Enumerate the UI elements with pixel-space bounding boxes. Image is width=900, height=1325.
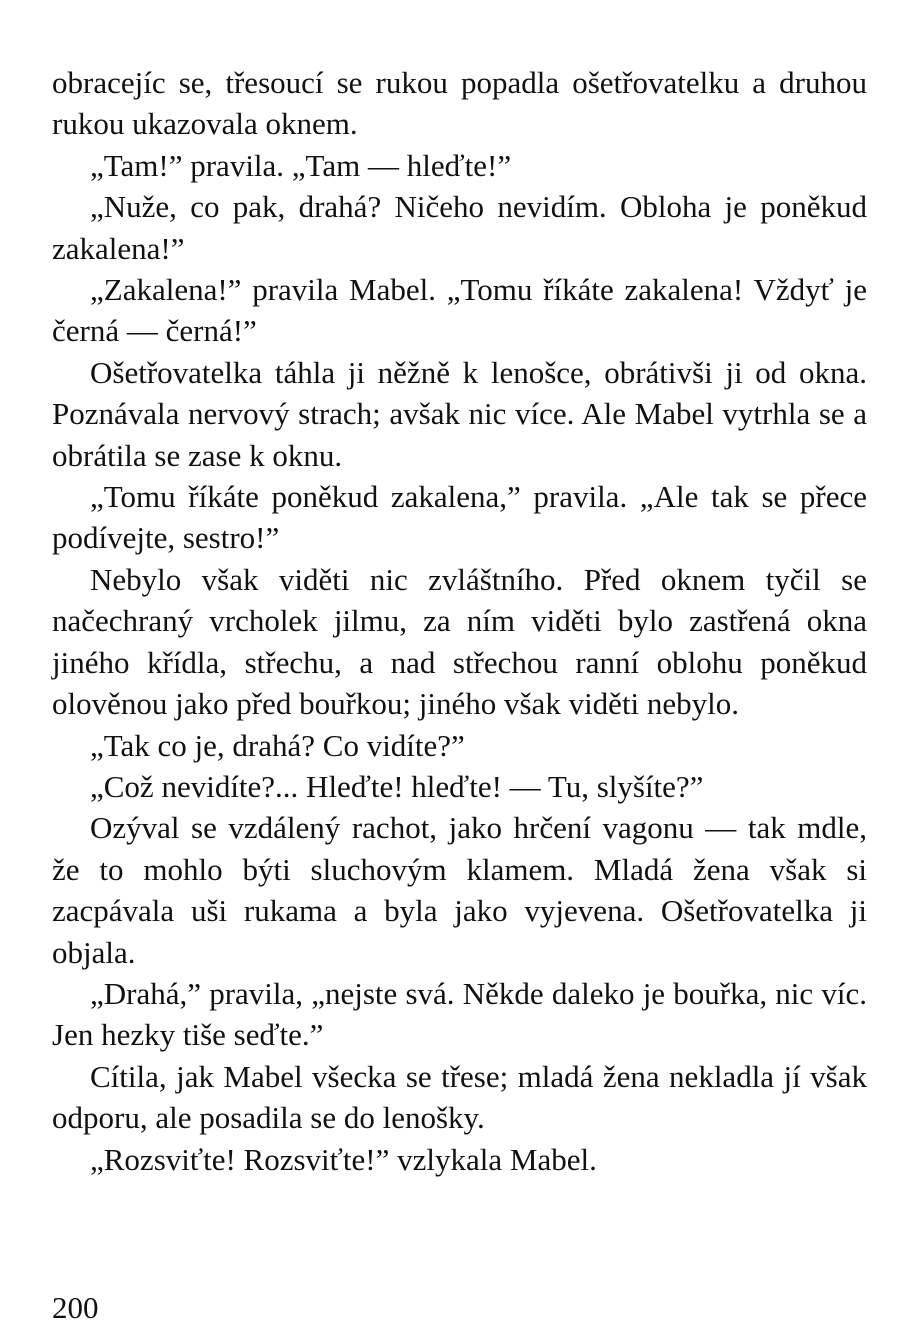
paragraph: Cítila, jak Mabel všecka se třese; mladá žena nekladla jí však odporu, ale posadila se do lenošky. <box>52 1058 867 1136</box>
paragraph: „Tam!” pravila. „Tam — hleďte!” <box>90 147 512 183</box>
paragraph: „Což nevidíte?... Hleďte! hleďte! — Tu, slyšíte?” <box>90 768 704 804</box>
paragraph: „Nuže, co pak, drahá? Ničeho nevidím. Obloha je poněkud zakalena!” <box>52 189 867 266</box>
page-body <box>52 62 867 1180</box>
paragraph: „Rozsviťte! Rozsviťte!” vzlykala Mabel. <box>90 1141 597 1177</box>
paragraph: „Tak co je, drahá? Co vidíte?” <box>90 727 465 763</box>
paragraph: Ozýval se vzdálený rachot, jako hrčení vagonu — tak mdle, že to mohlo býti sluchovým klamem. Mladá žena však si zacpávala uši rukama a byla jako vyjevena. Ošetřovatelka ji objala. <box>52 810 867 970</box>
page-number: 200 <box>52 1290 99 1325</box>
paragraph: „Zakalena!” pravila Mabel. „Tomu říkáte zakalena! Vždyť je černá — černá!” <box>52 272 867 349</box>
paragraph: „Drahá,” pravila, „nejste svá. Někde daleko je bouřka, nic víc. Jen hezky tiše seďte.” <box>52 975 867 1053</box>
paragraph: obracejíc se, třesoucí se rukou popadla ošetřovatelku a druhou rukou ukazovala oknem. <box>52 65 867 142</box>
paragraph: Nebylo však viděti nic zvláštního. Před oknem tyčil se načechraný vrcholek jilmu, za ním viděti bylo zastřená okna jiného křídla, střechu, a nad střechou ranní oblohu poněkud olověnou jako před bouřkou; jiného však viděti nebylo. <box>52 561 867 722</box>
paragraph: Ošetřovatelka táhla ji něžně k lenošce, obrátivši ji od okna. Poznávala nervový strach; avšak nic více. Ale Mabel vytrhla se a obrátila se zase k oknu. <box>52 354 867 473</box>
paragraph: „Tomu říkáte poněkud zakalena,” pravila. „Ale tak se přece podívejte, sestro!” <box>52 479 867 556</box>
